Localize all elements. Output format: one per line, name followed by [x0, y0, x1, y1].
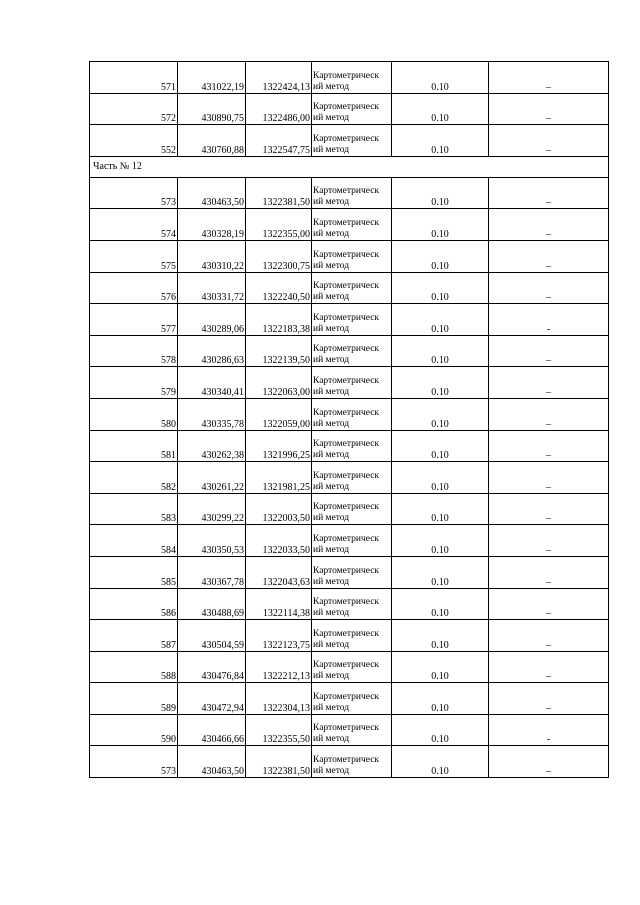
method-cell: Картометрическ ий метод — [312, 620, 392, 652]
y-coordinate-cell: 1322059,00 — [246, 398, 312, 430]
table-row — [90, 272, 609, 304]
method-cell: Картометрическ ий метод — [312, 683, 392, 715]
note-cell: – — [489, 62, 609, 94]
point-number-cell: 587 — [90, 620, 178, 652]
method-cell: Картометрическ ий метод — [312, 588, 392, 620]
x-coordinate-cell: 431022,19 — [178, 62, 246, 94]
x-coordinate-cell: 430476,84 — [178, 651, 246, 683]
note-cell: – — [489, 177, 609, 209]
table-row — [90, 462, 609, 494]
note-cell: – — [489, 93, 609, 125]
x-coordinate-cell: 430299,22 — [178, 493, 246, 525]
x-coordinate-cell: 430488,69 — [178, 588, 246, 620]
error-cell: 0.10 — [392, 398, 489, 430]
method-cell: Картометрическ ий метод — [312, 209, 392, 241]
x-coordinate-cell: 430367,78 — [178, 556, 246, 588]
x-coordinate-cell: 430466,66 — [178, 714, 246, 746]
x-coordinate-cell: 430890,75 — [178, 93, 246, 125]
note-cell: – — [489, 430, 609, 462]
point-number-cell: 552 — [90, 125, 178, 157]
note-cell: – — [489, 493, 609, 525]
method-cell: Картометрическ ий метод — [312, 272, 392, 304]
point-number-cell: 585 — [90, 556, 178, 588]
point-number-cell: 590 — [90, 714, 178, 746]
x-coordinate-cell: 430261,22 — [178, 462, 246, 494]
error-cell: 0.10 — [392, 620, 489, 652]
note-cell: – — [489, 398, 609, 430]
error-cell: 0.10 — [392, 588, 489, 620]
note-cell: – — [489, 525, 609, 557]
error-cell: 0.10 — [392, 714, 489, 746]
error-cell: 0.10 — [392, 335, 489, 367]
y-coordinate-cell: 1322063,00 — [246, 367, 312, 399]
y-coordinate-cell: 1322424,13 — [246, 62, 312, 94]
note-cell: – — [489, 240, 609, 272]
note-cell: – — [489, 125, 609, 157]
y-coordinate-cell: 1322355,00 — [246, 209, 312, 241]
x-coordinate-cell: 430289,06 — [178, 304, 246, 336]
y-coordinate-cell: 1322114,38 — [246, 588, 312, 620]
note-cell: – — [489, 556, 609, 588]
y-coordinate-cell: 1322381,50 — [246, 746, 312, 778]
note-cell: - — [489, 304, 609, 336]
table-row — [90, 93, 609, 125]
method-cell: Картометрическ ий метод — [312, 493, 392, 525]
method-cell: Картометрическ ий метод — [312, 651, 392, 683]
point-number-cell: 586 — [90, 588, 178, 620]
x-coordinate-cell: 430340,41 — [178, 367, 246, 399]
method-cell: Картометрическ ий метод — [312, 304, 392, 336]
error-cell: 0.10 — [392, 683, 489, 715]
coordinates-table — [89, 61, 609, 778]
y-coordinate-cell: 1322139,50 — [246, 335, 312, 367]
table-row — [90, 335, 609, 367]
error-cell: 0.10 — [392, 62, 489, 94]
note-cell: - — [489, 714, 609, 746]
x-coordinate-cell: 430472,94 — [178, 683, 246, 715]
error-cell: 0.10 — [392, 430, 489, 462]
note-cell: – — [489, 683, 609, 715]
note-cell: – — [489, 588, 609, 620]
y-coordinate-cell: 1322304,13 — [246, 683, 312, 715]
error-cell: 0.10 — [392, 125, 489, 157]
y-coordinate-cell: 1321996,25 — [246, 430, 312, 462]
part-label: Часть № 12 — [90, 156, 609, 177]
method-cell: Картометрическ ий метод — [312, 398, 392, 430]
x-coordinate-cell: 430504,59 — [178, 620, 246, 652]
error-cell: 0.10 — [392, 556, 489, 588]
table-body-before — [90, 62, 609, 157]
table-row — [90, 714, 609, 746]
x-coordinate-cell: 430331,72 — [178, 272, 246, 304]
table-row — [90, 177, 609, 209]
note-cell: – — [489, 367, 609, 399]
table-row — [90, 683, 609, 715]
y-coordinate-cell: 1322183,38 — [246, 304, 312, 336]
y-coordinate-cell: 1322240,50 — [246, 272, 312, 304]
method-cell: Картометрическ ий метод — [312, 462, 392, 494]
error-cell: 0.10 — [392, 209, 489, 241]
point-number-cell: 579 — [90, 367, 178, 399]
table-row — [90, 651, 609, 683]
point-number-cell: 580 — [90, 398, 178, 430]
y-coordinate-cell: 1322300,75 — [246, 240, 312, 272]
method-cell: Картометрическ ий метод — [312, 93, 392, 125]
point-number-cell: 574 — [90, 209, 178, 241]
error-cell: 0.10 — [392, 93, 489, 125]
y-coordinate-cell: 1322355,50 — [246, 714, 312, 746]
point-number-cell: 582 — [90, 462, 178, 494]
note-cell: – — [489, 272, 609, 304]
point-number-cell: 577 — [90, 304, 178, 336]
point-number-cell: 588 — [90, 651, 178, 683]
error-cell: 0.10 — [392, 746, 489, 778]
method-cell: Картометрическ ий метод — [312, 746, 392, 778]
x-coordinate-cell: 430463,50 — [178, 746, 246, 778]
table-row — [90, 556, 609, 588]
method-cell: Картометрическ ий метод — [312, 125, 392, 157]
y-coordinate-cell: 1322003,50 — [246, 493, 312, 525]
note-cell: – — [489, 462, 609, 494]
y-coordinate-cell: 1322547,75 — [246, 125, 312, 157]
note-cell: – — [489, 335, 609, 367]
y-coordinate-cell: 1322381,50 — [246, 177, 312, 209]
part-row — [90, 156, 609, 177]
table-row — [90, 620, 609, 652]
x-coordinate-cell: 430350,53 — [178, 525, 246, 557]
y-coordinate-cell: 1321981,25 — [246, 462, 312, 494]
point-number-cell: 589 — [90, 683, 178, 715]
table-row — [90, 125, 609, 157]
error-cell: 0.10 — [392, 462, 489, 494]
point-number-cell: 573 — [90, 177, 178, 209]
x-coordinate-cell: 430335,78 — [178, 398, 246, 430]
table-row — [90, 304, 609, 336]
note-cell: – — [489, 209, 609, 241]
x-coordinate-cell: 430760,88 — [178, 125, 246, 157]
error-cell: 0.10 — [392, 304, 489, 336]
point-number-cell: 578 — [90, 335, 178, 367]
error-cell: 0.10 — [392, 651, 489, 683]
x-coordinate-cell: 430262,38 — [178, 430, 246, 462]
error-cell: 0.10 — [392, 177, 489, 209]
method-cell: Картометрическ ий метод — [312, 525, 392, 557]
point-number-cell: 576 — [90, 272, 178, 304]
y-coordinate-cell: 1322033,50 — [246, 525, 312, 557]
table-row — [90, 62, 609, 94]
table-row — [90, 493, 609, 525]
error-cell: 0.10 — [392, 367, 489, 399]
method-cell: Картометрическ ий метод — [312, 430, 392, 462]
method-cell: Картометрическ ий метод — [312, 714, 392, 746]
point-number-cell: 581 — [90, 430, 178, 462]
y-coordinate-cell: 1322212,13 — [246, 651, 312, 683]
method-cell: Картометрическ ий метод — [312, 177, 392, 209]
method-cell: Картометрическ ий метод — [312, 335, 392, 367]
table-row — [90, 240, 609, 272]
error-cell: 0.10 — [392, 493, 489, 525]
method-cell: Картометрическ ий метод — [312, 62, 392, 94]
method-cell: Картометрическ ий метод — [312, 240, 392, 272]
table-row — [90, 588, 609, 620]
method-cell: Картометрическ ий метод — [312, 367, 392, 399]
y-coordinate-cell: 1322486,00 — [246, 93, 312, 125]
error-cell: 0.10 — [392, 525, 489, 557]
y-coordinate-cell: 1322123,75 — [246, 620, 312, 652]
point-number-cell: 575 — [90, 240, 178, 272]
table-row — [90, 430, 609, 462]
x-coordinate-cell: 430310,22 — [178, 240, 246, 272]
error-cell: 0.10 — [392, 240, 489, 272]
point-number-cell: 584 — [90, 525, 178, 557]
table-row — [90, 746, 609, 778]
point-number-cell: 571 — [90, 62, 178, 94]
table-row — [90, 525, 609, 557]
y-coordinate-cell: 1322043,63 — [246, 556, 312, 588]
x-coordinate-cell: 430328,19 — [178, 209, 246, 241]
point-number-cell: 573 — [90, 746, 178, 778]
error-cell: 0.10 — [392, 272, 489, 304]
note-cell: – — [489, 651, 609, 683]
table-row — [90, 209, 609, 241]
point-number-cell: 572 — [90, 93, 178, 125]
table-body-after — [90, 177, 609, 777]
table-row — [90, 398, 609, 430]
x-coordinate-cell: 430463,50 — [178, 177, 246, 209]
x-coordinate-cell: 430286,63 — [178, 335, 246, 367]
method-cell: Картометрическ ий метод — [312, 556, 392, 588]
note-cell: – — [489, 620, 609, 652]
note-cell: – — [489, 746, 609, 778]
table-row — [90, 367, 609, 399]
table-part-section — [90, 156, 609, 177]
point-number-cell: 583 — [90, 493, 178, 525]
